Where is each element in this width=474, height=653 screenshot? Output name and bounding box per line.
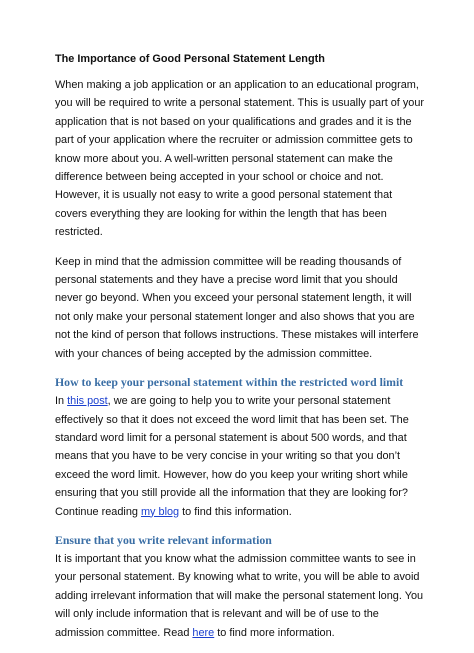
paragraph-text: to find more information. — [214, 626, 335, 639]
section-relevant-info-paragraph — [55, 550, 427, 642]
paragraph-text: In — [55, 395, 68, 408]
second-paragraph: Keep in mind that the admission committee will be reading thousands of personal statements and they have a precise word limit that you should never go beyond. When you exceed your personal statement length, it will not only make your personal statement longer and also shows that you are not the kind of person that follows instructions. These mistakes will interfere with your chances of being accepted by the admission committee. — [55, 255, 419, 360]
this-post-link[interactable]: this post — [67, 395, 108, 408]
paragraph-text: , we are going to help you to write your personal statement effectively so that it does not exceed the word limit that has been set. The standard word limit for a personal statement is about 500 words, and that means that you have to be very concise in your writing so that you don’t exceed the word limit. However, how do you keep your writing short while ensuring that you still provide all the information that they are looking for? Continue reading — [55, 395, 409, 518]
paragraph-text: It is important that you know what the admission committee wants to see in your personal statement. By knowing what to write, you will be able to avoid adding irrelevant information that will make the personal statement long. You will only include information that is relevant and will be of use to the admission committee. Read — [55, 552, 424, 639]
section-heading-word-limit: How to keep your personal statement within the restricted word limit — [55, 375, 404, 390]
document-body — [55, 52, 427, 653]
intro-paragraph: When making a job application or an application to an educational program, you will be required to write a personal statement. This is usually part of your application that is not based on your qualifications and grades and it is the part of your application where the recruiter or admission committee gets to know more about you. A well-written personal statement can make the difference between being accepted in your school or choice and not. However, it is usually not easy to write a good personal statement that covers everything they are looking for within the length that has been restricted. — [55, 79, 425, 239]
my-blog-link[interactable]: my blog — [140, 505, 180, 518]
paragraph-text: to find this information. — [179, 505, 292, 518]
document-title: The Importance of Good Personal Statement Length — [55, 53, 325, 65]
here-link[interactable]: here — [192, 626, 215, 639]
section-word-limit-paragraph — [55, 392, 427, 521]
section-heading-relevant-info: Ensure that you write relevant information — [55, 532, 272, 547]
